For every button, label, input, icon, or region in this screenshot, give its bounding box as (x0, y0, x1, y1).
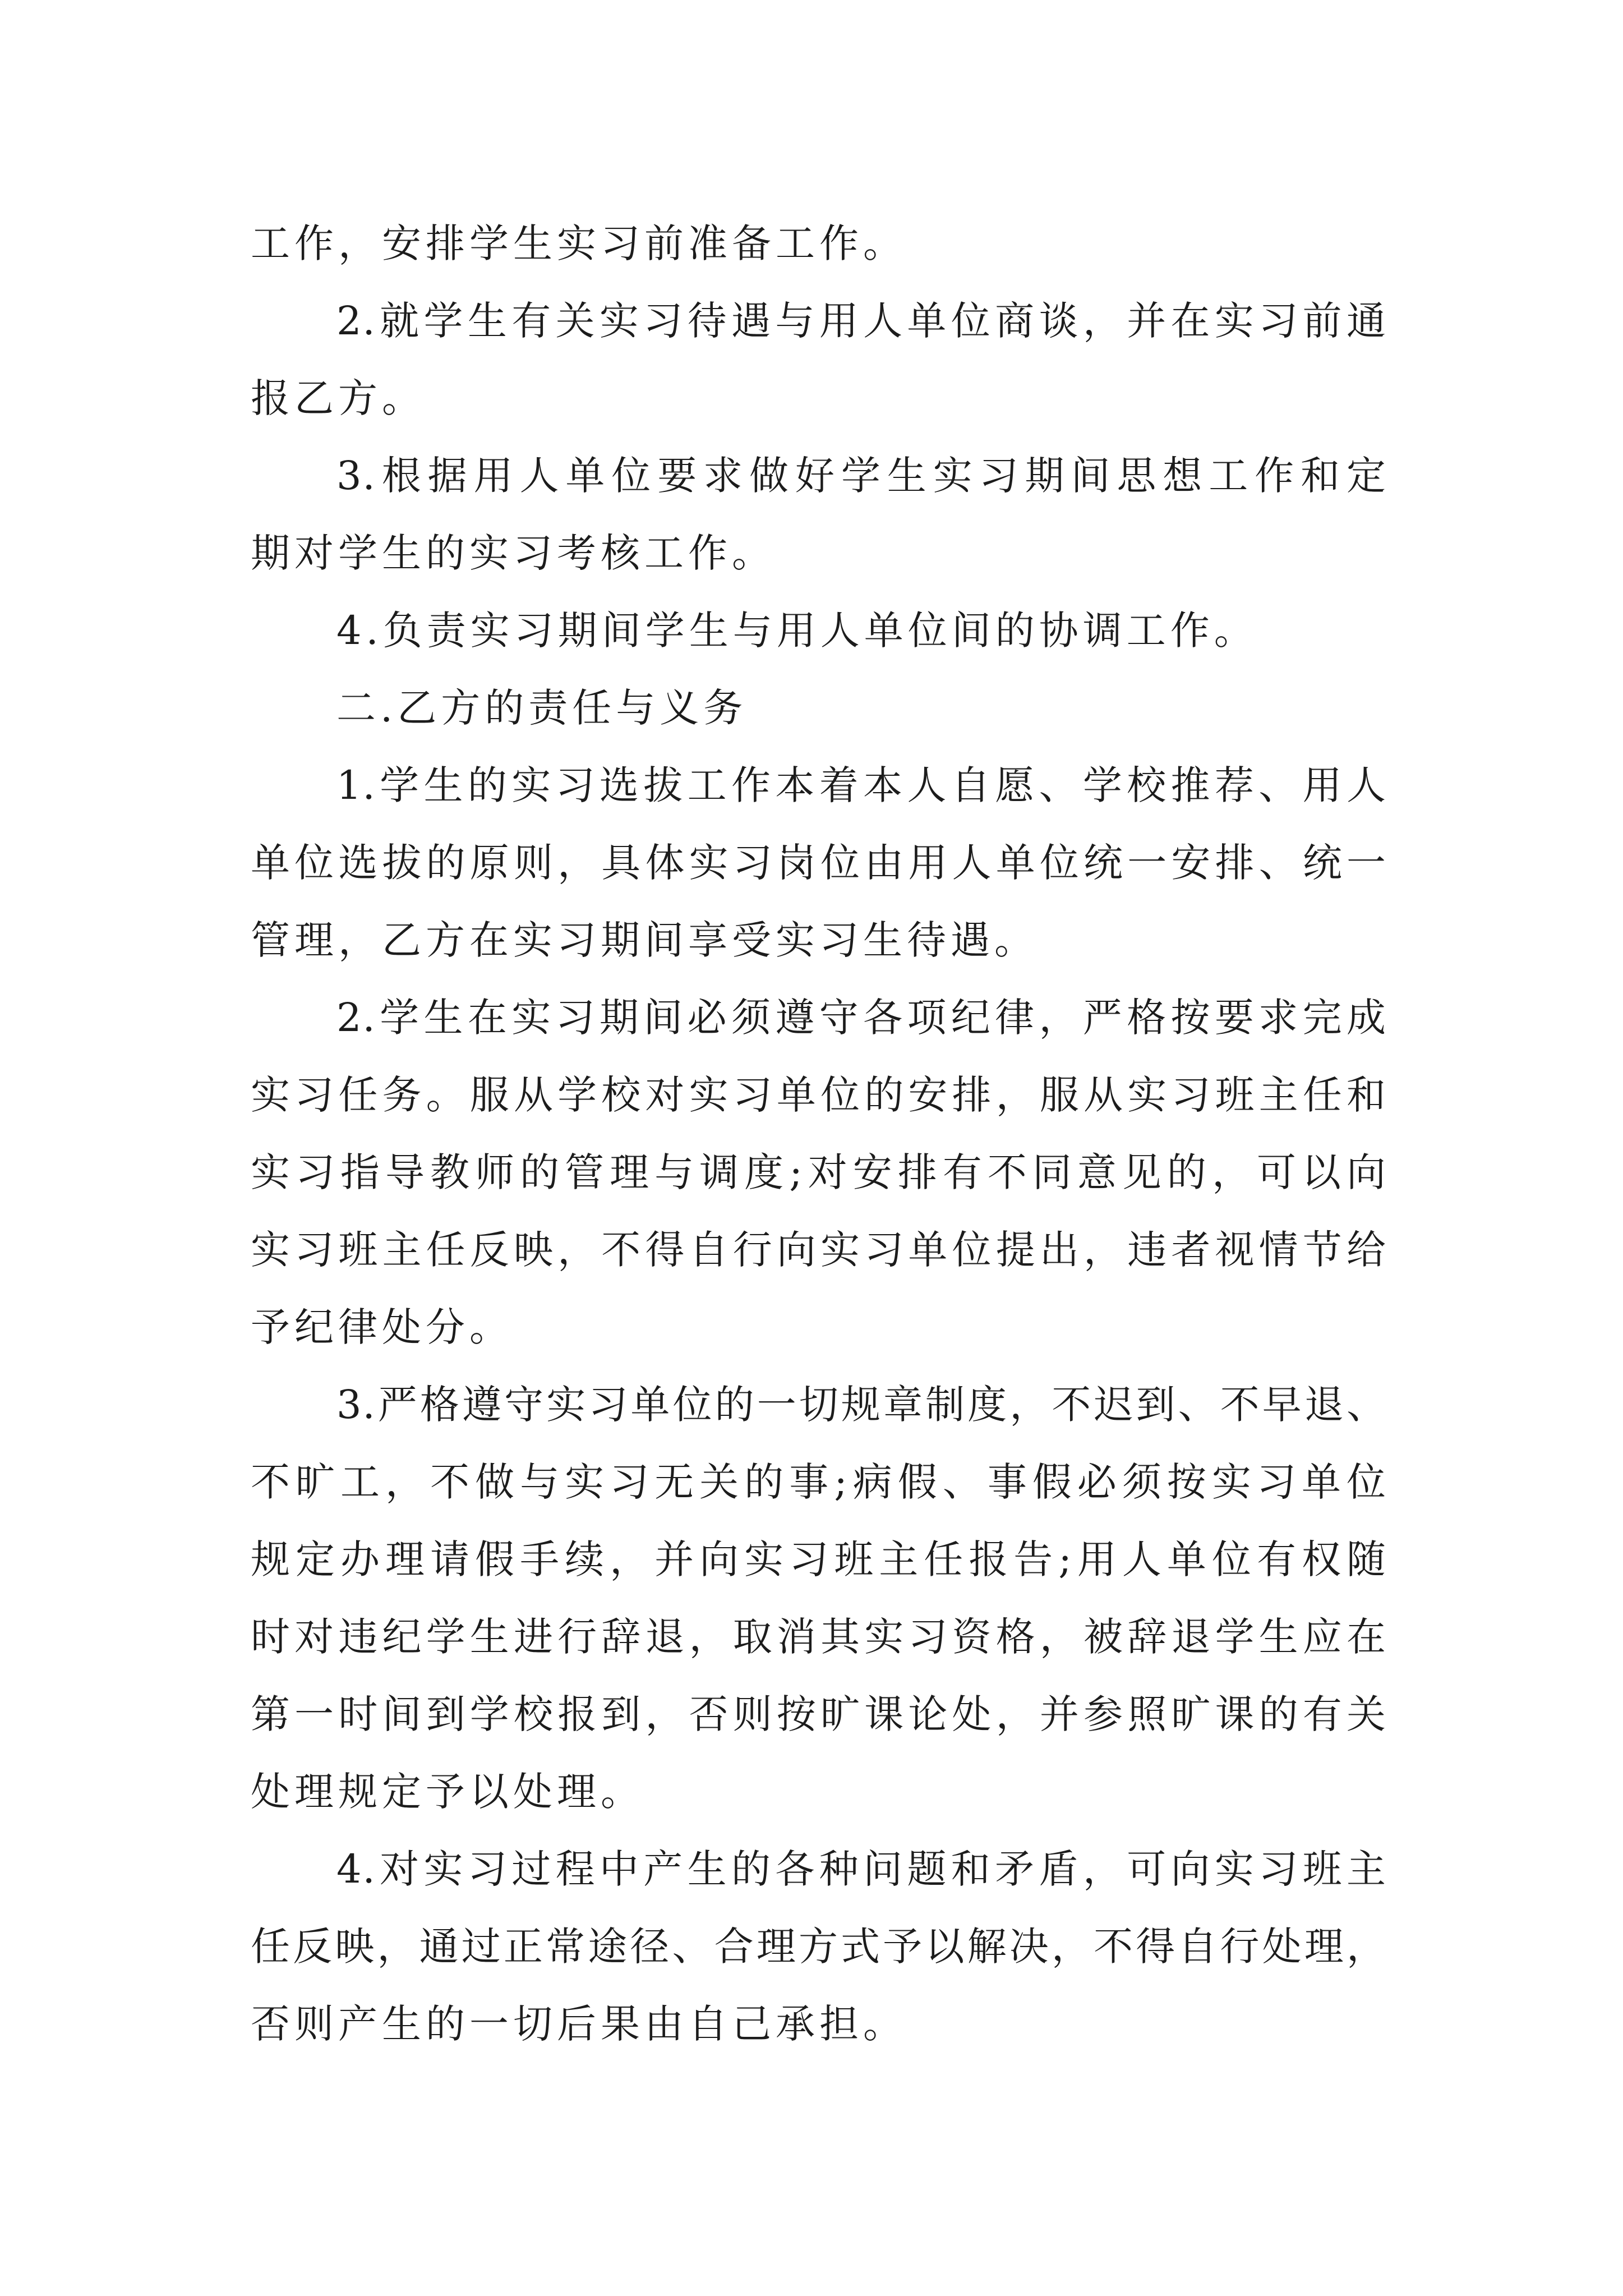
paragraph-continued (251, 205, 1387, 282)
paragraph-line: 予纪律处分。 (251, 1304, 513, 1350)
paragraph-line: 实习任务。服从学校对实习单位的安排，服从实习班主任和 (251, 1072, 1387, 1118)
paragraph-line: 第一时间到学校报到，否则按旷课论处，并参照旷课的有关 (251, 1691, 1387, 1737)
paragraph-item-2 (251, 282, 1387, 437)
paragraph-line: 任反映，通过正常途径、合理方式予以解决，不得自行处理， (251, 1924, 1387, 1970)
paragraph-line: 管理，乙方在实习期间享受实习生待遇。 (251, 917, 1038, 963)
paragraph-line: 处理规定予以处理。 (251, 1769, 644, 1815)
paragraph-line: 实习班主任反映，不得自行向实习单位提出，违者视情节给 (251, 1227, 1387, 1273)
paragraph-line: 期对学生的实习考核工作。 (251, 530, 776, 576)
document-body (251, 205, 1387, 2063)
paragraph-line: 1.学生的实习选拔工作本着本人自愿、学校推荐、用人 (336, 762, 1387, 808)
section-heading-text: 二.乙方的责任与义务 (336, 685, 748, 731)
paragraph-item-4 (251, 592, 1387, 669)
paragraph-item-3 (251, 437, 1387, 592)
paragraph-item-2 (251, 979, 1387, 1366)
paragraph-line: 规定办理请假手续，并向实习班主任报告;用人单位有权随 (251, 1536, 1387, 1582)
section-heading (251, 669, 1387, 747)
paragraph-line: 实习指导教师的管理与调度;对安排有不同意见的，可以向 (251, 1149, 1387, 1195)
paragraph-line: 不旷工，不做与实习无关的事;病假、事假必须按实习单位 (251, 1459, 1387, 1505)
paragraph-line: 2.学生在实习期间必须遵守各项纪律，严格按要求完成 (336, 995, 1387, 1041)
paragraph-line: 4.负责实习期间学生与用人单位间的协调工作。 (336, 608, 1258, 654)
paragraph-item-3 (251, 1366, 1387, 1830)
paragraph-line: 2.就学生有关实习待遇与用人单位商谈，并在实习前通 (336, 298, 1387, 344)
paragraph-line: 否则产生的一切后果由自己承担。 (251, 2001, 907, 2047)
paragraph-line: 3.根据用人单位要求做好学生实习期间思想工作和定 (336, 453, 1387, 499)
paragraph-line: 时对违纪学生进行辞退，取消其实习资格，被辞退学生应在 (251, 1614, 1387, 1660)
paragraph-line: 4.对实习过程中产生的各种问题和矛盾，可向实习班主 (336, 1846, 1387, 1892)
paragraph-line: 工作，安排学生实习前准备工作。 (251, 220, 907, 266)
paragraph-item-4 (251, 1830, 1387, 2063)
paragraph-line: 报乙方。 (251, 375, 426, 421)
paragraph-line: 单位选拔的原则，具体实习岗位由用人单位统一安排、统一 (251, 840, 1387, 886)
paragraph-item-1 (251, 747, 1387, 979)
paragraph-line: 3.严格遵守实习单位的一切规章制度，不迟到、不早退、 (336, 1382, 1387, 1428)
